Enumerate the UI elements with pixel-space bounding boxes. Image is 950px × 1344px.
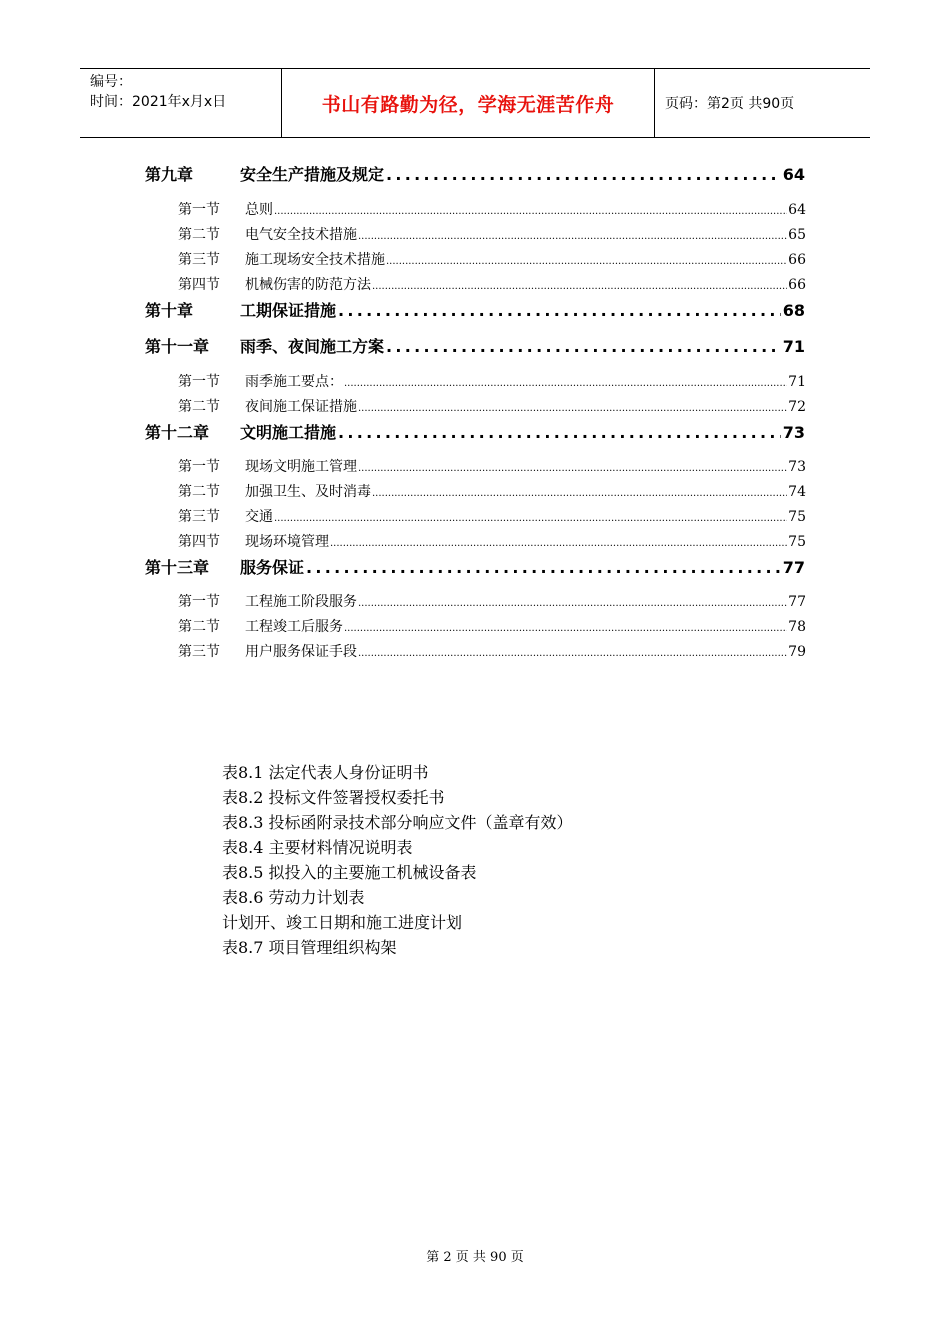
toc-entry-page: 71	[788, 374, 806, 390]
tables-list-item: 表8.3 投标函附录技术部分响应文件（盖章有效）	[222, 813, 573, 832]
toc-section-entry[interactable]	[178, 531, 806, 551]
toc-entry-number: 第一节	[178, 374, 220, 390]
tables-list-item: 表8.6 劳动力计划表	[222, 888, 365, 907]
toc-entry-page: 73	[788, 459, 806, 475]
time-label: 时间：2021年x月x日	[90, 94, 227, 110]
toc-entry-number: 第一节	[178, 202, 220, 218]
toc-dot-leader	[344, 623, 787, 634]
toc-dot-leader	[338, 301, 781, 320]
toc-entry-title: 工程施工阶段服务	[245, 594, 357, 610]
toc-entry-title: 机械伤害的防范方法	[245, 277, 371, 293]
toc-entry-page: 64	[782, 165, 805, 184]
toc-dot-leader	[274, 513, 787, 524]
page-info: 页码：第2页 共90页	[665, 96, 795, 112]
header-info-cell	[80, 69, 282, 137]
toc-entry-number: 第十一章	[145, 337, 210, 356]
toc-entry-number: 第一节	[178, 594, 220, 610]
toc-chapter-entry[interactable]	[145, 298, 805, 321]
toc-dot-leader	[358, 231, 787, 242]
toc-entry-page: 73	[782, 423, 805, 442]
toc-entry-title: 工程竣工后服务	[245, 619, 343, 635]
toc-section-entry[interactable]	[178, 481, 806, 501]
toc-entry-title: 雨季施工要点：	[245, 374, 343, 390]
toc-dot-leader	[358, 403, 787, 414]
toc-dot-leader	[386, 256, 787, 267]
toc-entry-page: 72	[788, 399, 806, 415]
toc-entry-number: 第九章	[145, 165, 194, 184]
toc-section-entry[interactable]	[178, 224, 806, 244]
toc-entry-title: 用户服务保证手段	[245, 644, 357, 660]
toc-entry-number: 第二节	[178, 484, 220, 500]
motto: 书山有路勤为径，学海无涯苦作舟	[321, 93, 615, 116]
toc-chapter-entry[interactable]	[145, 162, 805, 185]
toc-section-entry[interactable]	[178, 456, 806, 476]
toc-section-entry[interactable]	[178, 506, 806, 526]
serial-label: 编号：	[90, 74, 132, 90]
toc-entry-title: 施工现场安全技术措施	[245, 252, 385, 268]
toc-section-entry[interactable]	[178, 396, 806, 416]
toc-entry-page: 75	[788, 534, 806, 550]
toc-entry-number: 第十三章	[145, 558, 210, 577]
toc-entry-page: 75	[788, 509, 806, 525]
header-page-cell	[655, 69, 870, 137]
toc-entry-page: 64	[788, 202, 806, 218]
toc-entry-number: 第十二章	[145, 423, 210, 442]
toc-entry-title: 总则	[245, 202, 273, 218]
header-motto-cell	[282, 69, 655, 137]
toc-section-entry[interactable]	[178, 371, 806, 391]
toc-entry-page: 65	[788, 227, 806, 243]
toc-entry-title: 服务保证	[240, 558, 305, 577]
toc-section-entry[interactable]	[178, 591, 806, 611]
toc-entry-number: 第二节	[178, 227, 220, 243]
toc-entry-number: 第三节	[178, 509, 220, 525]
tables-list-item: 表8.4 主要材料情况说明表	[222, 838, 413, 857]
tables-list-item: 计划开、竣工日期和施工进度计划	[222, 913, 463, 932]
toc-entry-page: 77	[788, 594, 806, 610]
toc-dot-leader	[358, 648, 787, 659]
toc-entry-title: 雨季、夜间施工方案	[240, 337, 385, 356]
toc-dot-leader	[338, 423, 781, 442]
toc-entry-title: 现场环境管理	[245, 534, 329, 550]
toc-entry-page: 66	[788, 252, 806, 268]
toc-dot-leader	[306, 558, 781, 577]
toc-dot-leader	[372, 281, 787, 292]
toc-entry-title: 交通	[245, 509, 273, 525]
toc-chapter-entry[interactable]	[145, 420, 805, 443]
toc-entry-page: 71	[782, 337, 805, 356]
toc-chapter-entry[interactable]	[145, 555, 805, 578]
toc-entry-title: 文明施工措施	[240, 423, 337, 442]
tables-list-item: 表8.7 项目管理组织构架	[222, 938, 397, 957]
toc-dot-leader	[386, 165, 781, 184]
toc-entry-number: 第二节	[178, 399, 220, 415]
toc-entry-title: 安全生产措施及规定	[240, 165, 385, 184]
tables-list	[222, 760, 573, 960]
toc-entry-page: 68	[782, 301, 805, 320]
toc-dot-leader	[386, 337, 781, 356]
page-header	[80, 68, 870, 138]
toc-section-entry[interactable]	[178, 616, 806, 636]
toc-entry-title: 电气安全技术措施	[245, 227, 357, 243]
toc-dot-leader	[344, 378, 787, 389]
tables-list-item: 表8.5 拟投入的主要施工机械设备表	[222, 863, 477, 882]
toc-entry-page: 74	[788, 484, 806, 500]
toc-entry-number: 第三节	[178, 644, 220, 660]
toc-section-entry[interactable]	[178, 641, 806, 661]
toc-entry-number: 第二节	[178, 619, 220, 635]
toc-section-entry[interactable]	[178, 199, 806, 219]
toc-dot-leader	[274, 206, 787, 217]
toc-entry-page: 79	[788, 644, 806, 660]
toc-entry-title: 工期保证措施	[240, 301, 337, 320]
tables-list-item: 表8.1 法定代表人身份证明书	[222, 763, 429, 782]
toc-dot-leader	[358, 463, 787, 474]
toc-entry-title: 加强卫生、及时消毒	[245, 484, 371, 500]
toc-section-entry[interactable]	[178, 274, 806, 294]
toc-entry-page: 78	[788, 619, 806, 635]
toc-dot-leader	[330, 538, 787, 549]
page-footer: 第 2 页 共 90 页	[426, 1250, 524, 1265]
toc-entry-number: 第四节	[178, 534, 220, 550]
toc-dot-leader	[372, 488, 787, 499]
toc-entry-page: 77	[782, 558, 805, 577]
toc-entry-number: 第一节	[178, 459, 220, 475]
toc-dot-leader	[358, 598, 787, 609]
toc-entry-page: 66	[788, 277, 806, 293]
toc-entry-title: 现场文明施工管理	[245, 459, 357, 475]
toc-section-entry[interactable]	[178, 249, 806, 269]
toc-entry-number: 第三节	[178, 252, 220, 268]
toc-entry-number: 第十章	[145, 301, 194, 320]
toc-chapter-entry[interactable]	[145, 334, 805, 357]
tables-list-item: 表8.2 投标文件签署授权委托书	[222, 788, 445, 807]
toc-entry-number: 第四节	[178, 277, 220, 293]
toc-entry-title: 夜间施工保证措施	[245, 399, 357, 415]
